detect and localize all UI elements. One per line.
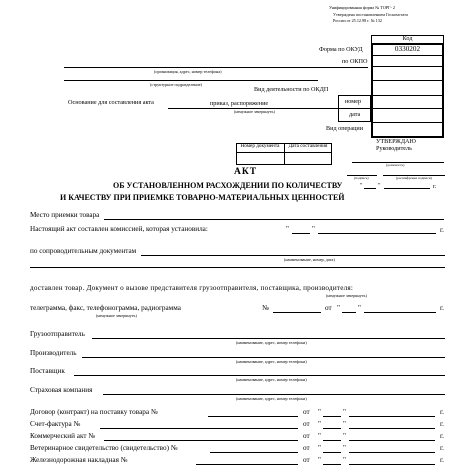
invoice-label: Счет-фактура № (30, 420, 81, 428)
insurer-caption: (наименование, адрес, номер телефона) (236, 396, 307, 401)
vet-certificate-label: Ветеринарное свидетельство (свидетельство) № (30, 444, 178, 452)
place-label: Место приемки товара (30, 211, 100, 219)
code-column (371, 43, 444, 138)
supplier-caption: (наименование, адрес, номер телефона) (236, 377, 307, 382)
telegram-text: телеграмма, факс, телефонограмма, радиограмма (30, 304, 181, 312)
accompanying-label: по сопроводительным документам (30, 247, 137, 255)
basis-caption: (ненужное зачеркнуть) (234, 109, 275, 114)
telegram-quote-open: " (337, 304, 340, 312)
act-text: Настоящий акт составлен комиссией, которая установила: (30, 225, 208, 233)
doc-number-header: Номер документа (240, 143, 280, 149)
position-caption: (должность) (386, 163, 405, 167)
act-title: АКТ (234, 167, 258, 177)
approve-title: УТВЕРЖДАЮ (376, 138, 416, 145)
approve-year: г. (433, 183, 437, 190)
approve-head: Руководитель (376, 145, 412, 152)
okdp-label: Вид деятельности по ОКДП (254, 86, 329, 93)
producer-caption: (наименование, адрес, номер телефона) (236, 359, 307, 364)
shipper-label: Грузоотправитель (30, 330, 85, 338)
delivered-text: доставлен товар. Документ о вызове представителя грузоотправителя, поставщика, производителя: (30, 284, 354, 292)
okpo-label: по ОКПО (342, 58, 368, 65)
operation-label: Вид операции (326, 125, 364, 132)
commercial-act-label: Коммерческий акт № (30, 432, 96, 440)
basis-label: Основание для составления акта (68, 99, 154, 106)
approve-date-quote-close: " (378, 182, 381, 189)
org-caption: (организация, адрес, номер телефона) (154, 69, 222, 74)
railway-waybill-label: Железнодорожная накладная № (30, 456, 128, 464)
doc-date-header: Дата составления (288, 143, 328, 149)
insurer-label: Страховая компания (30, 386, 93, 394)
producer-label: Производитель (30, 349, 77, 357)
telegram-year: г. (440, 304, 444, 312)
decode-caption: (расшифровка подписи) (396, 176, 432, 180)
number-label: номер (345, 98, 362, 105)
okud-code: 0330202 (394, 45, 421, 53)
signature-caption: (подпись) (354, 176, 369, 180)
delivered-caption: (ненужное зачеркнуть) (326, 293, 367, 298)
act-date-quote-close: " (312, 225, 315, 233)
accompanying-caption: (наименование, номер, дата) (284, 257, 335, 262)
approved-line-1: Утверждена постановлением Госкомстата (333, 12, 408, 17)
basis-value: приказ, распоряжение (210, 100, 269, 107)
unified-form-label: Унифицированная форма № ТОРГ- 2 (329, 5, 396, 10)
approved-line-2: России от 25.12.98 г. № 132 (333, 18, 382, 23)
telegram-quote-close: " (358, 304, 361, 312)
act-subtitle-1: ОБ УСТАНОВЛЕННОМ РАСХОЖДЕНИИ ПО КОЛИЧЕСТВУ (113, 181, 343, 190)
contract-label: Договор (контракт) на поставку товара № (30, 408, 158, 416)
telegram-caption: (ненужное зачеркнуть) (96, 313, 137, 318)
date-label: дата (349, 111, 361, 118)
act-date-quote-open: " (286, 225, 289, 233)
act-subtitle-2: И КАЧЕСТВУ ПРИ ПРИЕМКЕ ТОВАРНО-МАТЕРИАЛЬНЫХ ЦЕННОСТЕЙ (60, 193, 345, 202)
act-year: г. (440, 226, 444, 234)
shipper-caption: (наименование, адрес, номер телефона) (236, 340, 307, 345)
subdivision-caption: (структурное подразделение) (150, 82, 203, 87)
telegram-num-sign: № (262, 304, 269, 312)
approve-date-quote-open: " (360, 182, 363, 189)
code-label: Код (402, 35, 413, 42)
supplier-label: Поставщик (30, 367, 65, 375)
telegram-from: от (325, 304, 332, 312)
okud-label: Форма по ОКУД (319, 46, 363, 53)
